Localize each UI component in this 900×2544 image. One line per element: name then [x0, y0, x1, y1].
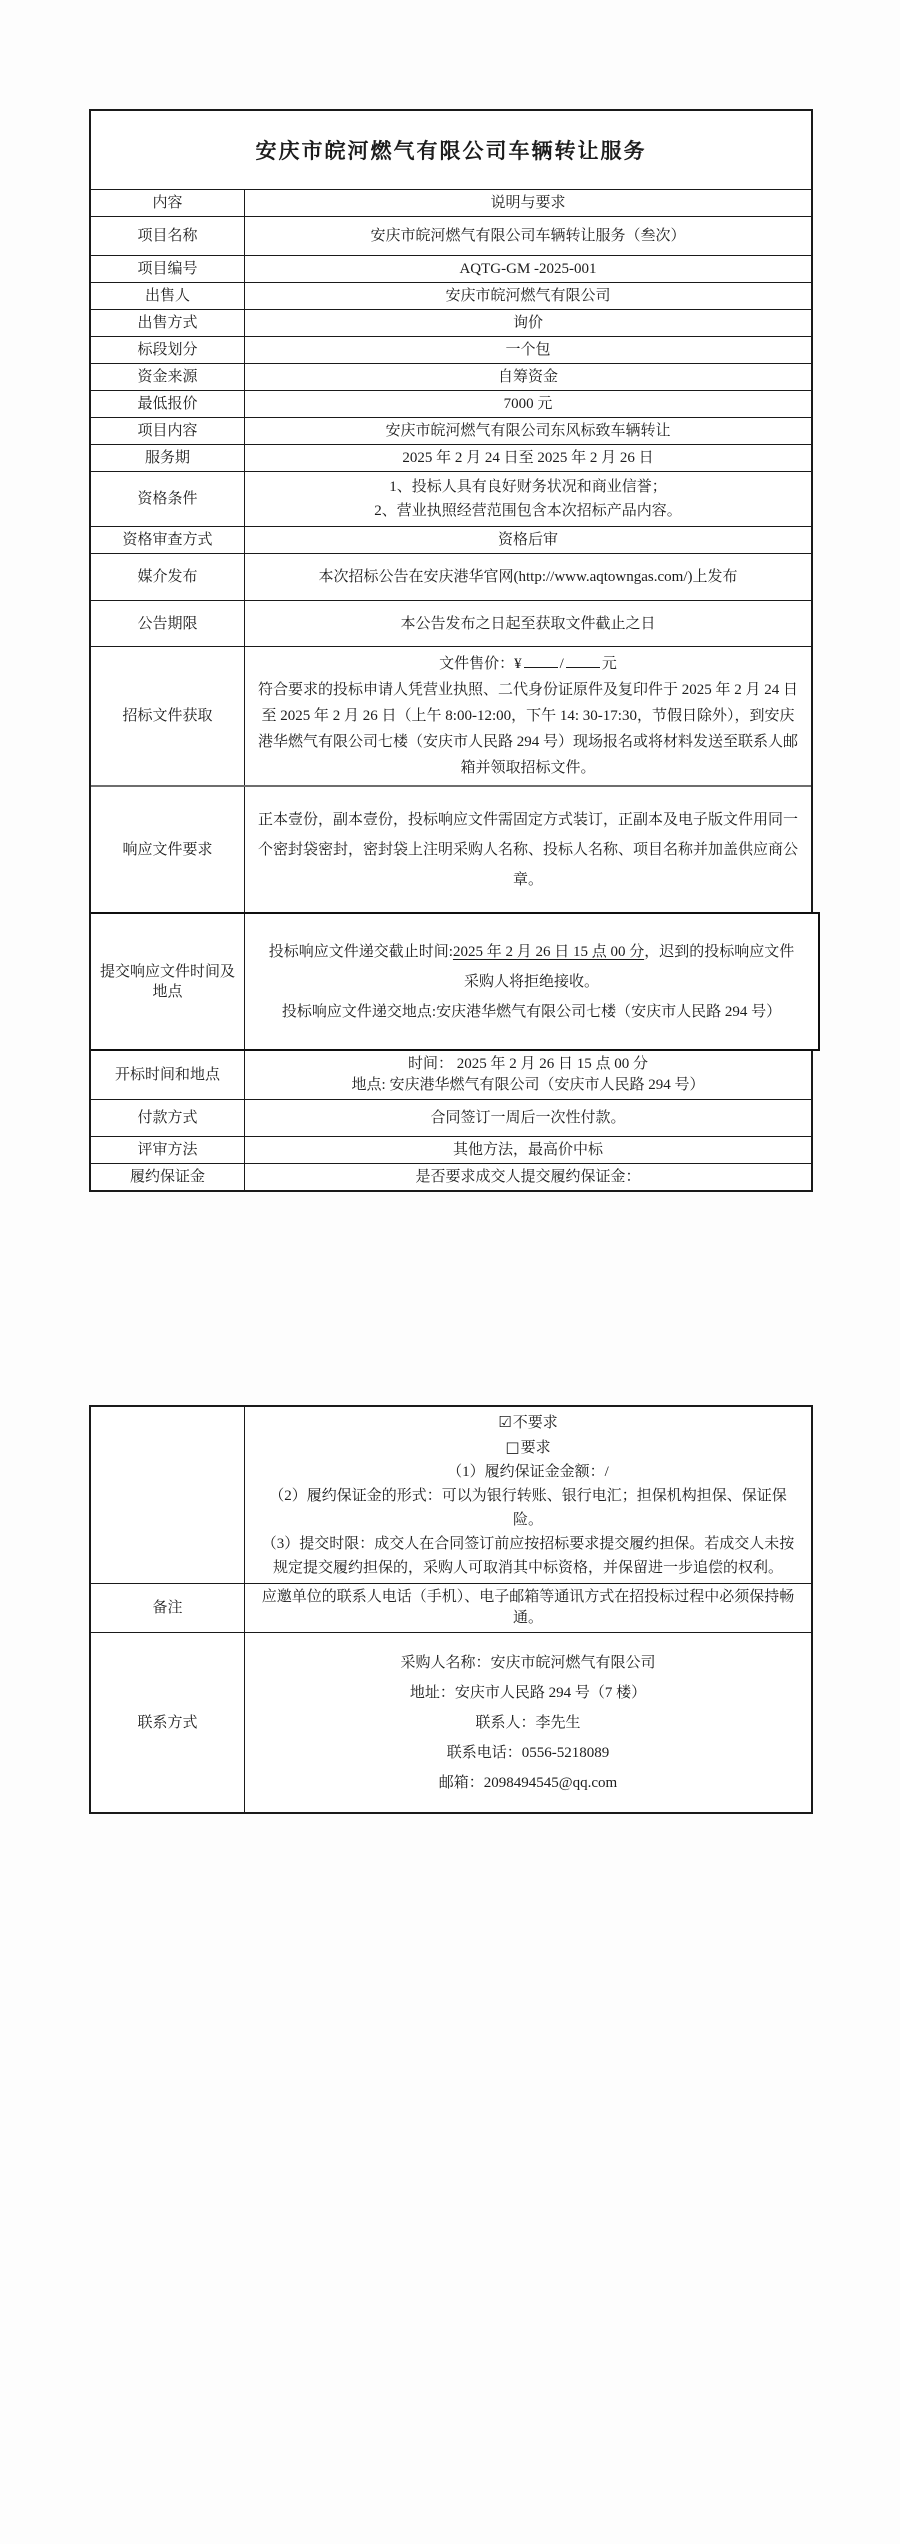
row-label: 资格条件 [91, 472, 245, 526]
row-funding-source [91, 363, 811, 390]
row-label: 公告期限 [91, 601, 245, 646]
row-content: 询价 [512, 315, 543, 331]
price-slash: / [559, 656, 564, 672]
contact-email: 邮箱：2098494545@qq.com [438, 1774, 618, 1791]
document-price-line [439, 651, 617, 677]
row-content: 一个包 [505, 342, 551, 358]
qualification-line-2: 2、营业执照经营范围包含本次招标产品内容。 [374, 503, 682, 519]
bond-required-label: 要求 [520, 1440, 551, 1456]
row-performance-bond-details [91, 1407, 811, 1583]
row-label: 资格审查方式 [91, 527, 245, 553]
row-label: 招标文件获取 [91, 647, 245, 785]
checked-checkbox-icon: ☑ [498, 1413, 512, 1431]
submission-rejection-line: 采购人将拒绝接收。 [463, 973, 599, 990]
row-content: 安庆市皖河燃气有限公司车辆转让服务（叁次） [370, 228, 686, 244]
row-announcement-period [91, 600, 811, 646]
contact-person: 联系人：李先生 [475, 1714, 581, 1731]
row-project-name [91, 216, 811, 255]
row-label: 响应文件要求 [91, 787, 245, 913]
table-header-row [91, 189, 811, 216]
row-lot-division [91, 336, 811, 363]
row-qualification-requirements [91, 471, 811, 526]
row-bid-opening [91, 1051, 811, 1099]
row-content: 其他方法，最高价中标 [452, 1142, 603, 1158]
purchaser-name: 采购人名称：安庆市皖河燃气有限公司 [400, 1654, 656, 1671]
row-label: 联系方式 [91, 1633, 245, 1812]
bond-not-required-label: 不要求 [512, 1415, 558, 1431]
row-contact-information [91, 1632, 811, 1812]
row-payment-method [91, 1099, 811, 1136]
row-label: 履约保证金 [91, 1164, 245, 1190]
row-content: AQTG-GM -2025-001 [459, 261, 597, 277]
price-prefix: 文件售价：¥ [439, 656, 522, 672]
deadline-prefix: 投标响应文件递交截止时间: [268, 943, 453, 960]
document-title-row [91, 111, 811, 189]
row-label: 媒介发布 [91, 554, 245, 600]
submission-place-line: 投标响应文件递交地点:安庆港华燃气有限公司七楼（安庆市人民路 294 号） [281, 1003, 782, 1020]
row-content: 自筹资金 [497, 369, 558, 385]
row-content: 7000 元 [503, 396, 553, 412]
row-content: 是否要求成交人提交履约保证金： [415, 1169, 641, 1185]
row-label: 资金来源 [91, 364, 245, 390]
bond-submission-deadline-item: （3）提交时限：成交人在合同签订前应按招标要求提交履约担保。若成交人未按规定提交履约担保的，采购人可取消其中标资格，并保留进一步追偿的权利。 [261, 1536, 795, 1576]
row-project-content [91, 417, 811, 444]
remarks-content: 应邀单位的联系人电话（手机）、电子邮箱等通讯方式在招投标过程中必须保持畅通。 [261, 1589, 795, 1626]
row-label: 出售人 [91, 283, 245, 309]
row-label: 项目名称 [91, 217, 245, 255]
row-label: 开标时间和地点 [91, 1051, 245, 1099]
deadline-suffix: ，迟到的投标响应文件 [644, 943, 795, 960]
row-label: 最低报价 [91, 391, 245, 417]
row-qualification-review [91, 526, 811, 553]
row-label: 出售方式 [91, 310, 245, 336]
row-project-number [91, 255, 811, 282]
header-content-label: 内容 [91, 190, 245, 216]
row-content: 本公告发布之日起至获取文件截止之日 [400, 615, 656, 632]
row-label: 项目编号 [91, 256, 245, 282]
contact-phone: 联系电话：0556-5218089 [446, 1744, 610, 1761]
price-suffix: 元 [601, 656, 617, 672]
row-seller [91, 282, 811, 309]
deadline-underlined-date: 2025 年 2 月 26 日 15 点 00 分 [452, 943, 645, 960]
row-submission-time-and-place [91, 912, 820, 1051]
row-content: 资格后审 [497, 532, 558, 548]
row-label: 服务期 [91, 445, 245, 471]
row-label: 付款方式 [91, 1100, 245, 1136]
submission-deadline-line [269, 937, 794, 967]
row-label: 标段划分 [91, 337, 245, 363]
performance-bond-and-contact-table [89, 1405, 813, 1814]
row-content: 合同签订一周后一次性付款。 [430, 1110, 626, 1126]
row-evaluation-method [91, 1136, 811, 1163]
bid-opening-time: 时间： 2025 年 2 月 26 日 15 点 00 分 [407, 1056, 648, 1072]
row-label: 项目内容 [91, 418, 245, 444]
row-label: 备注 [91, 1584, 245, 1632]
row-content: 本次招标公告在安庆港华官网(http://www.aqtowngas.com/)上发布 [318, 569, 738, 585]
row-label: 评审方法 [91, 1137, 245, 1163]
row-content: 正本壹份，副本壹份，投标响应文件需固定方式装订，正副本及电子版文件用同一个密封袋密封，密封袋上注明采购人名称、投标人名称、项目名称并加盖供应商公章。 [257, 812, 798, 888]
row-document-acquisition [91, 646, 811, 785]
document-title: 安庆市皖河燃气有限公司车辆转让服务 [255, 139, 647, 163]
bond-not-required-option [498, 1410, 557, 1435]
row-label: 提交响应文件时间及地点 [91, 914, 245, 1049]
row-minimum-price [91, 390, 811, 417]
row-service-period [91, 444, 811, 471]
acquisition-instructions: 符合要求的投标申请人凭营业执照、二代身份证原件及复印件于 2025 年 2 月 24 日至 2025 年 2 月 26 日（上午 8:00-12:00，下午 14: 30-17:30，节假日除外），到安庆港华燃气有限公司七楼（安庆市人民路 294 号）现场报名或将材料发送至联系人邮箱并领取招标文件。 [257, 682, 798, 776]
row-remarks [91, 1583, 811, 1632]
tender-notice-table [89, 109, 813, 1192]
row-media-publication [91, 553, 811, 600]
unchecked-checkbox-icon: □ [505, 1438, 520, 1456]
price-blank-underline [524, 653, 558, 668]
bond-form-item: （2）履约保证金的形式：可以为银行转账、银行电汇；担保机构担保、保证保险。 [269, 1488, 787, 1528]
header-description-label: 说明与要求 [490, 195, 566, 211]
row-content: 安庆市皖河燃气有限公司东风标致车辆转让 [385, 423, 671, 439]
row-label-empty [91, 1407, 245, 1583]
row-sale-method [91, 309, 811, 336]
row-performance-bond [91, 1163, 811, 1190]
row-content: 2025 年 2 月 24 日至 2025 年 2 月 26 日 [402, 450, 654, 466]
bid-opening-place: 地点: 安庆港华燃气有限公司（安庆市人民路 294 号） [351, 1077, 705, 1093]
price-blank-underline [566, 653, 600, 668]
bond-required-option [505, 1435, 550, 1460]
row-content: 安庆市皖河燃气有限公司 [445, 288, 611, 304]
purchaser-address: 地址：安庆市人民路 294 号（7 楼） [409, 1684, 647, 1701]
bond-amount-item: （1）履约保证金金额：/ [447, 1464, 609, 1480]
qualification-line-1: 1、投标人具有良好财务状况和商业信誉； [389, 479, 667, 495]
row-response-document-requirements [91, 785, 811, 913]
